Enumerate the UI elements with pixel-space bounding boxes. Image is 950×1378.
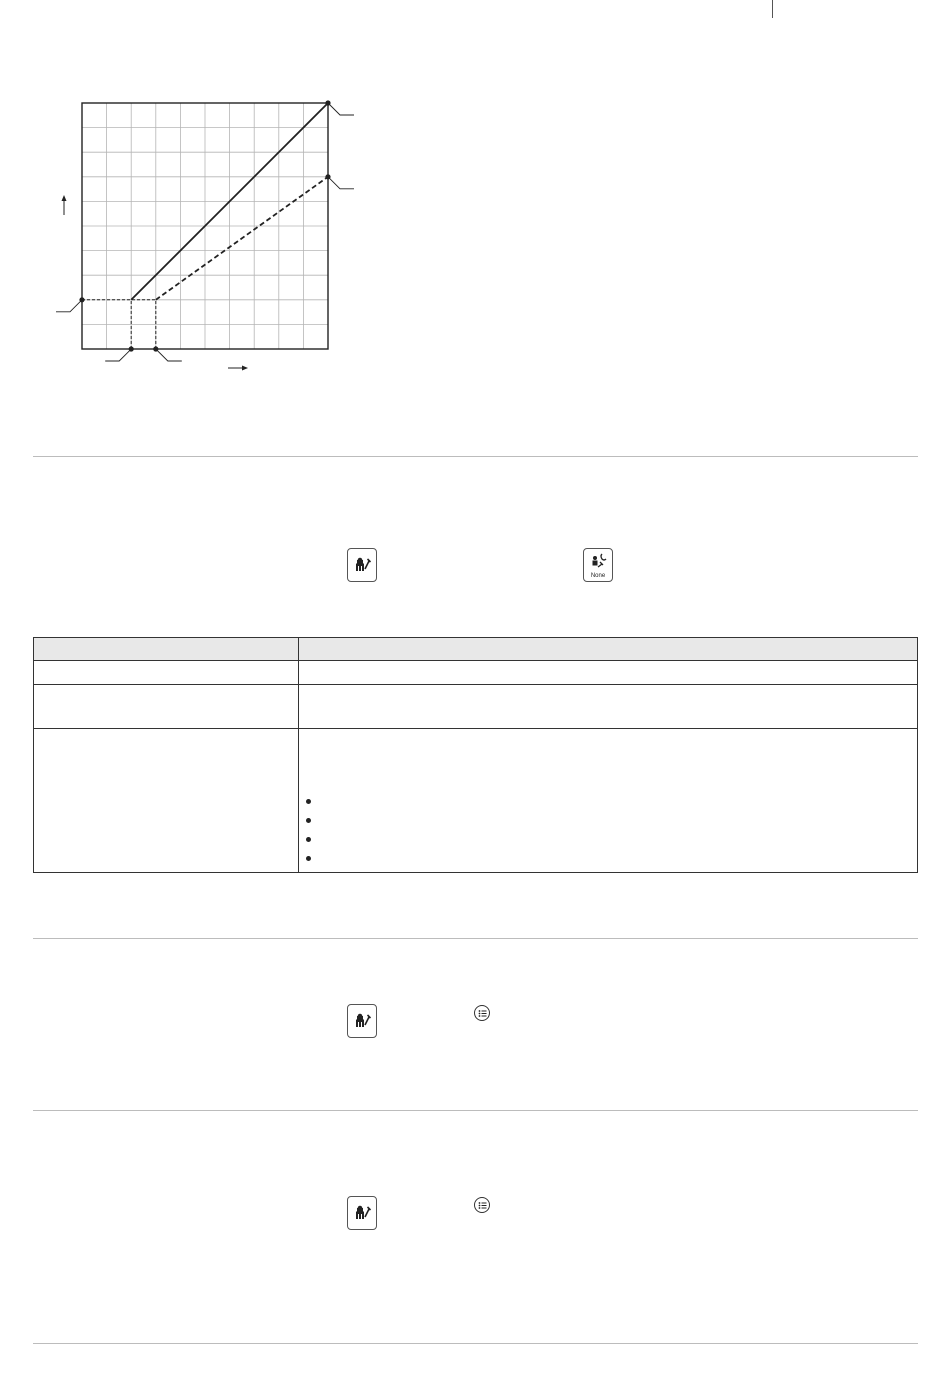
table-cell: [299, 685, 918, 729]
table-cell: [299, 661, 918, 685]
list-item: [305, 792, 911, 811]
series-line-dashed: [156, 177, 328, 300]
y-axis-arrow: [62, 195, 67, 215]
callout-leader: [56, 300, 82, 312]
callout-leader: [156, 349, 182, 361]
table-cell: [34, 729, 299, 873]
installer-wrench-icon: [348, 1005, 378, 1039]
table-cell: [34, 661, 299, 685]
heating-curve-chart: [0, 0, 950, 420]
menu-list-icon: [475, 1006, 491, 1022]
table-header-description: [299, 638, 918, 661]
table-row: [34, 661, 918, 685]
menu-button[interactable]: [474, 1005, 490, 1021]
list-item: [305, 830, 911, 849]
service-contact-button[interactable]: [583, 548, 613, 582]
section-divider: [33, 456, 918, 457]
callout-leader: [328, 103, 354, 115]
menu-list-icon: [475, 1198, 491, 1214]
service-contact-label: None: [590, 573, 606, 579]
table-cell: [299, 729, 918, 873]
table-header-parameter: [34, 638, 299, 661]
installer-wrench-icon: [348, 549, 378, 583]
installer-button[interactable]: [347, 1004, 377, 1038]
x-axis-arrow: [228, 366, 248, 371]
table-row: [34, 685, 918, 729]
table-row: [34, 729, 918, 873]
section-divider: [33, 1110, 918, 1111]
installer-wrench-icon: [348, 1197, 378, 1231]
callout-leader: [328, 177, 354, 189]
bullet-list: [305, 792, 911, 868]
section-divider: [33, 938, 918, 939]
list-item: [305, 811, 911, 830]
menu-button[interactable]: [474, 1197, 490, 1213]
table-cell: [34, 685, 299, 729]
table-header-row: [34, 638, 918, 661]
section-divider: [33, 1343, 918, 1344]
installer-button[interactable]: [347, 548, 377, 582]
list-item: [305, 849, 911, 868]
callout-leader: [105, 349, 131, 361]
parameter-table: [33, 637, 918, 873]
installer-button[interactable]: [347, 1196, 377, 1230]
